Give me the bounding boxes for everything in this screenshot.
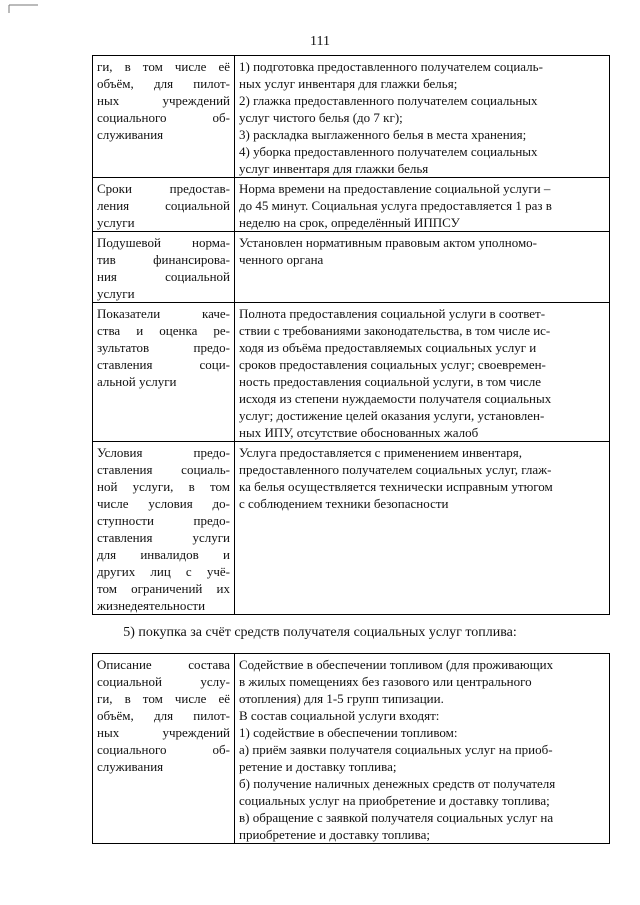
- fuel-purchase-table: [92, 653, 610, 844]
- row-label-cell: [93, 303, 235, 442]
- row-value-line: с соблюдением техники безопасности: [239, 496, 449, 511]
- row-label-line: жизнедеятельности: [97, 598, 206, 613]
- row-value-line: ходя из объёма предоставляемых социальных услуг и: [239, 340, 537, 355]
- row-value-line: социальных услуг на приобретение и доставку топлива;: [239, 793, 550, 808]
- row-value-line: ка белья осуществляется технически исправным утюгом: [239, 479, 553, 494]
- row-label-line: объём, для пилот-: [97, 76, 230, 91]
- row-label-cell: [93, 56, 235, 178]
- row-label-line: услуги: [97, 215, 135, 230]
- table-row: [93, 442, 610, 615]
- row-label-line: Сроки предостав-: [97, 181, 230, 196]
- row-label-cell: [93, 178, 235, 232]
- row-value-cell: [235, 303, 610, 442]
- page-number: 111: [310, 34, 330, 49]
- row-value-cell: [235, 56, 610, 178]
- row-label-line: ства и оценка ре-: [97, 323, 230, 338]
- row-value-cell: [235, 232, 610, 303]
- row-value-line: в жилых помещениях без газового или центрального: [239, 674, 532, 689]
- row-value-line: ность предоставления социальной услуги, в том числе: [239, 374, 541, 389]
- row-label-line: ления социальной: [97, 198, 230, 213]
- row-label-line: других лиц с учё-: [97, 564, 230, 579]
- row-value-line: 4) уборка предоставленного получателем социальных: [239, 144, 538, 159]
- row-label-cell: [93, 442, 235, 615]
- row-value-line: ченного органа: [239, 252, 324, 267]
- row-label-line: альной услуги: [97, 374, 177, 389]
- row-value-line: исходя из степени нуждаемости получателя социальных: [239, 391, 552, 406]
- row-label-line: социальной услу-: [97, 674, 230, 689]
- row-value-line: 1) содействие в обеспечении топливом:: [239, 725, 458, 740]
- row-value-line: Содействие в обеспечении топливом (для проживающих: [239, 657, 554, 672]
- row-value-line: ствии с требованиями законодательства, в том числе ис-: [239, 323, 551, 338]
- row-value-line: ных услуг инвентаря для глажки белья;: [239, 76, 458, 91]
- row-label-line: служивания: [97, 127, 164, 142]
- row-value-line: а) приём заявки получателя социальных услуг на приоб-: [239, 742, 553, 757]
- row-value-line: ретение и доставку топлива;: [239, 759, 397, 774]
- row-label-line: для инвалидов и: [97, 547, 230, 562]
- row-value-line: б) получение наличных денежных средств от получателя: [239, 776, 556, 791]
- row-value-cell: [235, 442, 610, 615]
- row-label-line: зультатов предо-: [97, 340, 230, 355]
- row-label-cell: [93, 232, 235, 303]
- row-label-line: социального об-: [97, 742, 230, 757]
- row-label-line: Описание состава: [97, 657, 230, 672]
- row-value-line: предоставленного получателем социальных услуг, глаж-: [239, 462, 552, 477]
- row-label-line: ставления услуги: [97, 530, 230, 545]
- row-value-line: услуг чистого белья (до 7 кг);: [239, 110, 403, 125]
- row-label-line: объём, для пилот-: [97, 708, 230, 723]
- row-label-line: том ограничений их: [97, 581, 230, 596]
- row-value-line: в) обращение с заявкой получателя социальных услуг на: [239, 810, 554, 825]
- row-value-line: 3) раскладка выглаженного белья в места хранения;: [239, 127, 527, 142]
- row-label-line: Условия предо-: [97, 445, 230, 460]
- row-value-line: 2) глажка предоставленного получателем социальных: [239, 93, 538, 108]
- section-caption: 5) покупка за счёт средств получателя социальных услуг топлива:: [123, 625, 517, 640]
- row-value-line: сроков предоставления социальных услуг; своевремен-: [239, 357, 546, 372]
- row-label-line: ных учреждений: [97, 93, 230, 108]
- row-label-line: числе условия до-: [97, 496, 230, 511]
- row-label-line: социального об-: [97, 110, 230, 125]
- row-label-line: Показатели каче-: [97, 306, 230, 321]
- row-label-line: ных учреждений: [97, 725, 230, 740]
- table-row: [93, 654, 610, 844]
- row-value-line: Установлен нормативным правовым актом уполномо-: [239, 235, 538, 250]
- row-label-line: служивания: [97, 759, 164, 774]
- row-label-line: ставления соци-: [97, 357, 230, 372]
- row-value-line: ных ИПУ, отсутствие обоснованных жалоб: [239, 425, 479, 440]
- row-value-line: приобретение и доставку топлива;: [239, 827, 430, 842]
- row-value-line: Полнота предоставления социальной услуги в соответ-: [239, 306, 546, 321]
- row-value-cell: [235, 178, 610, 232]
- row-value-line: Услуга предоставляется с применением инвентаря,: [239, 445, 523, 460]
- row-value-line: неделю на срок, определённый ИППСУ: [239, 215, 460, 230]
- row-label-line: ставления социаль-: [97, 462, 230, 477]
- row-value-line: услуг; достижение целей оказания услуги, установлен-: [239, 408, 545, 423]
- row-label-line: ги, в том числе её: [97, 59, 230, 74]
- row-label-line: Подушевой норма-: [97, 235, 230, 250]
- row-label-line: тив финансирова-: [97, 252, 230, 267]
- row-label-line: ступности предо-: [97, 513, 230, 528]
- service-table-continued: [92, 55, 610, 615]
- row-label-line: услуги: [97, 286, 135, 301]
- row-value-line: 1) подготовка предоставленного получателем социаль-: [239, 59, 543, 74]
- scan-artifact-mark: [8, 4, 48, 14]
- row-value-line: до 45 минут. Социальная услуга предоставляется 1 раз в: [239, 198, 552, 213]
- row-value-line: услуг инвентаря для глажки белья: [239, 161, 429, 176]
- row-value-line: отопления) для 1-5 групп типизации.: [239, 691, 444, 706]
- table-row: [93, 232, 610, 303]
- row-label-line: ния социальной: [97, 269, 230, 284]
- row-label-line: ги, в том числе её: [97, 691, 230, 706]
- row-label-cell: [93, 654, 235, 844]
- table-row: [93, 56, 610, 178]
- table-row: [93, 303, 610, 442]
- row-label-line: ной услуги, в том: [97, 479, 230, 494]
- table-row: [93, 178, 610, 232]
- row-value-cell: [235, 654, 610, 844]
- row-value-line: Норма времени на предоставление социальной услуги –: [239, 181, 551, 196]
- row-value-line: В состав социальной услуги входят:: [239, 708, 440, 723]
